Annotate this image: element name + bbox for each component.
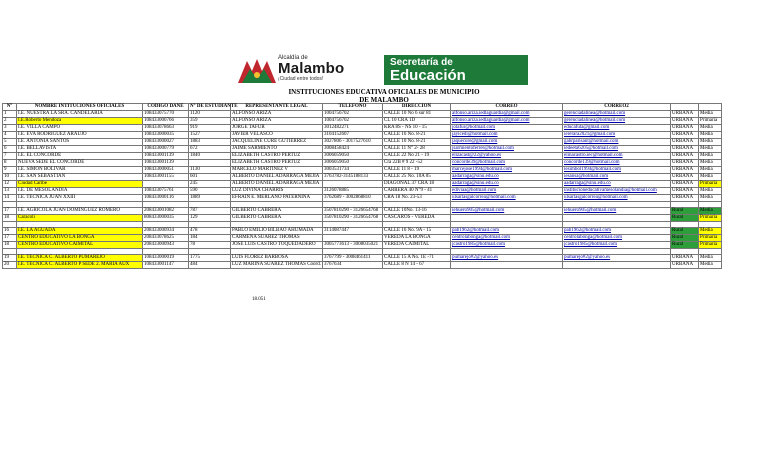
table-cell: 1004756702 xyxy=(323,111,383,118)
table-cell: 12 xyxy=(3,181,17,188)
table-cell: CENTRO EDUCATIVO CAIMITAL xyxy=(17,242,143,249)
table-cell: 787 xyxy=(189,208,231,215)
table-cell: CALLE 25 No. 10A 05 xyxy=(383,174,451,181)
table-cell[interactable]: centrolabonga@hotmail.com xyxy=(563,235,671,242)
table-cell: URBANA xyxy=(671,118,699,125)
table-cell: I.E. TECNICA C. ALBERTO PUMAREJO xyxy=(17,255,143,262)
table-cell: URBANA xyxy=(671,146,699,153)
table-cell: 3114087447 xyxy=(323,228,383,235)
table-cell: JORGE TAFUR xyxy=(231,125,323,132)
table-cell: Media xyxy=(699,111,722,118)
table-cell: URBANA xyxy=(671,139,699,146)
table-cell: URBANA xyxy=(671,160,699,167)
table-cell: 3006059050 xyxy=(323,153,383,160)
table-cell: 208433000943 xyxy=(143,242,189,249)
table-cell: 14 xyxy=(3,195,17,202)
table-cell: 4 xyxy=(3,132,17,139)
table-cell: 3006059050 xyxy=(323,160,383,167)
table-row xyxy=(3,146,722,153)
table-cell: 1527 xyxy=(189,132,231,139)
table-cell[interactable]: iererara2021@gmail.com xyxy=(563,132,671,139)
table-cell: I.E. ANTONIA SANTOS xyxy=(17,139,143,146)
table-cell: CALLE 11 8 - 19 xyxy=(383,167,451,174)
table-cell: 1883 xyxy=(189,139,231,146)
column-header: DIRECCION xyxy=(383,104,451,111)
table-cell: 1775 xyxy=(189,255,231,262)
table-cell: 3 xyxy=(3,125,17,132)
table-cell: 17 xyxy=(3,208,17,215)
table-cell[interactable]: jotafur@hotmail.com xyxy=(451,125,563,132)
table-cell[interactable]: iehuero905@hotmail.com xyxy=(563,208,671,215)
table-cell: 1889 xyxy=(189,195,231,202)
table-cell[interactable]: jsarmientoferrer@hotmail.com xyxy=(451,146,563,153)
page-number: 18.051 xyxy=(252,297,266,302)
table-cell: Primaria xyxy=(699,215,722,222)
table-cell: CALLE 15 A No. 1E -71 xyxy=(383,255,451,262)
table-cell: I.E. DE MESOLANDIA xyxy=(17,188,143,195)
table-cell: CALLE 8 N 14 - 67 xyxy=(383,262,451,269)
table-cell: 919 xyxy=(189,125,231,132)
table-cell: ALBERTO DANIEL ADARRAGA MEJIA xyxy=(231,181,323,188)
secretaria-line2: Educación xyxy=(390,67,466,84)
table-row xyxy=(3,125,722,132)
table-cell: Media xyxy=(699,208,722,215)
table-cell: URBANA xyxy=(671,111,699,118)
column-header: NOMBRE INTITUCIONES OFICIALES xyxy=(17,104,143,111)
table-cell[interactable]: alfonso.ariza.iedlaguardia@gmail.com xyxy=(451,118,563,125)
table-cell: URBANA xyxy=(671,132,699,139)
table-cell: I.E. TECNICA JUAN XXIII xyxy=(17,195,143,202)
table-cell: 78 xyxy=(189,242,231,249)
table-cell: Rural xyxy=(671,208,699,215)
table-cell: URBANA xyxy=(671,195,699,202)
table-cell: 3003531734 xyxy=(323,167,383,174)
table-cell: CL 10 CRA 1D xyxy=(383,118,451,125)
table-cell[interactable]: gerenciadalinea@hotmail.com xyxy=(563,111,671,118)
table-cell[interactable]: jaquecure@gmail.com xyxy=(451,139,563,146)
table-cell: 108433000766 xyxy=(143,118,189,125)
table-cell: CASCAROS - VEREDA xyxy=(383,215,451,222)
table-cell xyxy=(451,215,563,222)
table-cell xyxy=(143,181,189,188)
logo-text xyxy=(278,55,344,82)
table-cell: 3767634 xyxy=(323,262,383,269)
table-cell: 6 xyxy=(3,146,17,153)
table-cell: 3126078885 xyxy=(323,188,383,195)
table-cell: 601 xyxy=(189,174,231,181)
table-row xyxy=(3,208,722,215)
table-cell[interactable]: gabrparisant@hotmail.com xyxy=(563,139,671,146)
table-cell[interactable]: ulsarlasgalcorrea@hotmail.com xyxy=(451,195,563,202)
table-cell: URBANA xyxy=(671,125,699,132)
table-row xyxy=(3,153,722,160)
table-row xyxy=(3,181,722,188)
secretaria-line1: Secretaría de xyxy=(390,57,453,68)
table-cell: URBANA xyxy=(671,255,699,262)
table-cell: ELIZABETH CASTRO PERTUZ xyxy=(231,160,323,167)
table-cell: Ciudad Caribe xyxy=(17,181,143,188)
table-row xyxy=(3,132,722,139)
table-cell: 108433001155 xyxy=(143,174,189,181)
table-row xyxy=(3,188,722,195)
table-cell: Rural xyxy=(671,215,699,222)
table-cell: 484 xyxy=(189,262,231,269)
table-cell: URBANA xyxy=(671,262,699,269)
table-cell: I.E. EVA RODRIGUEZ ARAUJO xyxy=(17,132,143,139)
table-cell: 129 xyxy=(189,215,231,222)
table-cell: I.E. TECNICA C. ALBERTO P SEDE 2. MARIA AUX xyxy=(17,262,143,269)
table-cell[interactable]: pab1962@hotmail.com xyxy=(451,228,563,235)
table-cell[interactable]: elizacast@22@yahoo.es xyxy=(451,153,563,160)
column-header: CORREO2 xyxy=(563,104,671,111)
table-cell: JACQUELINE CURE GUTIERREZ xyxy=(231,139,323,146)
table-row xyxy=(3,255,722,262)
table-cell[interactable]: iesansa@hotmail.com xyxy=(563,174,671,181)
table-cell: 108433001147 xyxy=(143,262,189,269)
table-cell: PABLO EMILIO BILBAO AHUMADA xyxy=(231,228,323,235)
table-cell: LUZ DIVINA CHARRIS xyxy=(231,188,323,195)
table-cell: 108433075761 xyxy=(143,188,189,195)
table-cell: I.E.Roberto Mendoza xyxy=(17,118,143,125)
table-cell[interactable]: pab1962@hotmail.com xyxy=(563,228,671,235)
table-cell: 17 xyxy=(3,235,17,242)
table-cell: 3507810290 - 3126654768 xyxy=(323,208,383,215)
table-cell: Cra 22B # 9 22 -52 xyxy=(383,160,451,167)
table-cell[interactable]: aadarraga@sinu.edu.co xyxy=(563,181,671,188)
table-cell[interactable]: alfonso.ariza.iedlaguardia@gmail.com xyxy=(451,111,563,118)
table-cell[interactable]: aadarraga@sinu.edu.co xyxy=(451,181,563,188)
table-cell: EFRAIN E. MERLANO PATERNINA xyxy=(231,195,323,202)
table-cell: Media xyxy=(699,195,722,202)
table-cell xyxy=(563,262,671,269)
table-cell[interactable]: concorde139@hotmail.com xyxy=(563,160,671,167)
table-row xyxy=(3,118,722,125)
table-cell: 3104152607 xyxy=(323,132,383,139)
table-cell[interactable]: pumarejo#2@yahoo.es xyxy=(563,255,671,262)
table-cell[interactable]: iesimbol1994@hotmail.com xyxy=(563,167,671,174)
table-cell: 184 xyxy=(189,235,231,242)
column-header xyxy=(671,104,699,111)
table-cell: 108433078663 xyxy=(143,125,189,132)
table-cell: ELIZABETH CASTRO PERTUZ xyxy=(231,153,323,160)
table-cell: 1120 xyxy=(189,111,231,118)
table-cell: ALFONSO ARIZA xyxy=(231,111,323,118)
table-cell: JAIME SARMIENTO xyxy=(231,146,323,153)
table-cell: DIAGONAL 37 CRA 18 xyxy=(383,181,451,188)
table-cell: Media xyxy=(699,228,722,235)
table-cell: Rural xyxy=(671,235,699,242)
table-row xyxy=(3,228,722,235)
column-header: N° xyxy=(3,104,17,111)
table-cell: Rural xyxy=(671,228,699,235)
table-cell: GILBERTO CABRERA xyxy=(231,208,323,215)
table-cell: Media xyxy=(699,146,722,153)
table-cell: Primaria xyxy=(699,181,722,188)
table-cell: I.E. NUESTRA LA SRA. CANDELARIA xyxy=(17,111,143,118)
table-cell: Media xyxy=(699,132,722,139)
table-cell: 8 xyxy=(3,160,17,167)
table-cell: 3027806 - 3017527610 xyxy=(323,139,383,146)
column-header xyxy=(699,104,722,111)
table-cell: 108433001139 xyxy=(143,160,189,167)
table-cell: 20 xyxy=(3,262,17,269)
table-cell: Media xyxy=(699,255,722,262)
table-cell: CALLE 10 No. 8-21 xyxy=(383,139,451,146)
table-row xyxy=(3,167,722,174)
table-cell: URBANA xyxy=(671,181,699,188)
table-cell: 108433000116 xyxy=(143,195,189,202)
table-cell: GILBERTO CABRERA xyxy=(231,215,323,222)
table-cell xyxy=(563,215,671,222)
table-row xyxy=(3,139,722,146)
table-cell: 7 xyxy=(3,153,17,160)
table-cell: CALLE 16 No. 9A - 15 xyxy=(383,228,451,235)
table-cell: 672 xyxy=(189,146,231,153)
logo-slogan: ¡Ciudad entre todos! xyxy=(278,76,324,82)
table-cell xyxy=(323,181,383,188)
table-cell: Media xyxy=(699,174,722,181)
table-cell: 16 xyxy=(3,228,17,235)
table-cell: 245 xyxy=(189,181,231,188)
logo-small-text: Alcaldía de xyxy=(278,55,308,61)
table-cell: URBANA xyxy=(671,174,699,181)
table-cell: 18 xyxy=(3,215,17,222)
table-cell: 3008458424 xyxy=(323,146,383,153)
table-cell: Media xyxy=(699,125,722,132)
table-cell: VEREDA CAIMITAL xyxy=(383,242,451,249)
table-cell[interactable]: ediviaa@hotmail.com xyxy=(451,188,563,195)
table-row xyxy=(3,242,722,249)
table-cell: Primaria xyxy=(699,118,722,125)
table-cell[interactable]: elinacastro.iec@hotmail.com xyxy=(563,153,671,160)
table-cell: 3507810290 - 3126654768 xyxy=(323,215,383,222)
table-cell: 108433000779 xyxy=(143,146,189,153)
column-header: N° DE ESTUDIANTE xyxy=(190,104,238,109)
table-cell: 108433000027 xyxy=(143,139,189,146)
table-cell[interactable]: concorde39@hotmail.com xyxy=(451,160,563,167)
table-cell: VEREDA LA BONGA xyxy=(383,235,451,242)
table-cell[interactable]: gerenciadalinea@hotmail.com xyxy=(563,118,671,125)
table-cell: CARMENA SUAREZ THOMAS xyxy=(231,235,323,242)
table-cell[interactable]: jcastro1985@hotmail.com xyxy=(563,242,671,249)
table-body xyxy=(3,111,722,269)
table-cell[interactable]: iehuero905@hotmail.com xyxy=(451,208,563,215)
table-cell: ALFONSO ARIZA xyxy=(231,118,323,125)
table-cell: CALLE 22 No 21 - 19 xyxy=(383,153,451,160)
table-cell: 108433001139 xyxy=(143,153,189,160)
table-cell: 208433000934 xyxy=(143,228,189,235)
table-cell: CALLE 10No. 13-16 xyxy=(383,208,451,215)
table-cell[interactable]: educafuta@gmail.com xyxy=(563,125,671,132)
table-cell: CRA 18 No. 23-53 xyxy=(383,195,451,202)
table-cell: I.E. AGRICOLA JUAN DOMINGUEZ ROMERO xyxy=(17,208,143,215)
table-cell: Media xyxy=(699,167,722,174)
table-cell: CARRERA 40 N°9 - 41 xyxy=(383,188,451,195)
table-cell: 3005773613 - 3008035021 xyxy=(323,242,383,249)
table-cell: 9 xyxy=(3,167,17,174)
table-cell: Media xyxy=(699,188,722,195)
table-cell[interactable]: aadarraga@sinu.edu.co xyxy=(451,174,563,181)
table-cell: CALLE 10 No 6 sur 81 xyxy=(383,111,451,118)
table-cell: 808433000035 xyxy=(143,215,189,222)
table-row xyxy=(3,160,722,167)
institutions-table xyxy=(2,103,722,269)
table-cell: 3767799 - 3008461411 xyxy=(323,255,383,262)
table-cell: URBANA xyxy=(671,153,699,160)
table-cell: I.E. SIMON BOLIVAR xyxy=(17,167,143,174)
table-cell: 108433075770 xyxy=(143,111,189,118)
table-cell: 10 xyxy=(3,174,17,181)
table-cell: URBANA xyxy=(671,188,699,195)
table-cell: 478 xyxy=(189,228,231,235)
table-cell: I.E. VILLA CAMPO xyxy=(17,125,143,132)
table-cell: JOSE LUIS CASTRO TOQUEDADERO xyxy=(231,242,323,249)
table-cell: Media xyxy=(699,153,722,160)
logo-big-text: Malambo xyxy=(278,60,345,77)
table-cell: 19 xyxy=(3,255,17,262)
table-cell: Primaria xyxy=(699,235,722,242)
table-cell xyxy=(451,262,563,269)
table-cell[interactable]: iedeeta6205@hotmail.com xyxy=(563,146,671,153)
column-header: TELEFONO xyxy=(323,104,383,111)
table-cell: MARCELO MARTINEZ V xyxy=(231,167,323,174)
table-cell: Media xyxy=(699,160,722,167)
table-cell: 18 xyxy=(3,242,17,249)
table-cell: Media xyxy=(699,262,722,269)
table-row xyxy=(3,111,722,118)
secretaria-banner xyxy=(384,55,528,85)
table-cell: 590 xyxy=(189,188,231,195)
table-cell: KRA 8S - NS 10 - 15 xyxy=(383,125,451,132)
table-cell: 2 xyxy=(3,118,17,125)
document-title: INSTITUCIONES EDUCATIVA OFICIALES DE MUNICIPIO xyxy=(288,88,480,96)
table-cell: 108433000051 xyxy=(143,167,189,174)
table-cell: Media xyxy=(699,139,722,146)
table-header-row xyxy=(3,104,722,111)
table-cell: 3012482271 xyxy=(323,125,383,132)
table-cell: 1840 xyxy=(189,153,231,160)
table-cell: Rural xyxy=(671,242,699,249)
table-cell: 359 xyxy=(189,118,231,125)
table-cell: 3762689 - 3002868810 xyxy=(323,195,383,202)
table-cell: 13 xyxy=(3,188,17,195)
table-cell: NUEVA SEDE EL CONCORDE xyxy=(17,160,143,167)
table-row xyxy=(3,215,722,222)
table-row xyxy=(3,262,722,269)
table-cell: I.E. SAN SEBASTIAN xyxy=(17,174,143,181)
column-header: CODIGO DANE xyxy=(143,104,189,111)
table-cell: JAVIER VELASCO xyxy=(231,132,323,139)
table-cell: 1 xyxy=(3,111,17,118)
table-row xyxy=(3,235,722,242)
table-cell: I.E. BELLAVISTA xyxy=(17,146,143,153)
table-cell: CALLE 16 No. 8-21 xyxy=(383,132,451,139)
table-cell[interactable]: ulsarlasgalcorrea@hotmail.com xyxy=(563,195,671,202)
table-cell: 3763782-3145188133 xyxy=(323,174,383,181)
table-cell: 1004756702 xyxy=(323,118,383,125)
table-cell: CALLE 11 N° 2- 28 xyxy=(383,146,451,153)
table-cell[interactable]: jcastro1985@hotmail.com xyxy=(451,242,563,249)
table-cell[interactable]: institucioneducativamesolandia@hotmail.com xyxy=(563,188,671,195)
table-cell: URBANA xyxy=(671,167,699,174)
column-header: REPRESENTANTE LEGAL xyxy=(231,104,323,111)
table-cell: I.E. LA AGUADA xyxy=(17,228,143,235)
table-cell: 5 xyxy=(3,139,17,146)
table-cell[interactable]: jayicedi@hotmail.com xyxy=(451,132,563,139)
table-cell: 108433000035 xyxy=(143,132,189,139)
table-cell: LUIS FLOREZ BARBOSA xyxy=(231,255,323,262)
table-cell: 1130 xyxy=(189,167,231,174)
table-cell: ALBERTO DANIEL ADARRAGA MEJIA xyxy=(231,174,323,181)
table-cell xyxy=(323,235,383,242)
table-cell: LUZ MARINA SUAREZ THOMAS Coord. xyxy=(232,262,321,267)
table-row xyxy=(3,195,722,202)
column-header: CORREO xyxy=(451,104,563,111)
table-cell: CENTRO EDUCATIVO LA BONGA xyxy=(17,235,143,242)
table-cell: 208433001082 xyxy=(143,208,189,215)
table-cell: I.E. EL CONCORDE xyxy=(17,153,143,160)
table-cell[interactable]: centrolabonga@hotmail.com xyxy=(451,235,563,242)
table-cell: 108433000019 xyxy=(143,255,189,262)
table-cell: 208433078625 xyxy=(143,235,189,242)
page-header xyxy=(238,55,528,85)
table-cell xyxy=(189,160,231,167)
table-cell[interactable]: marcejose1994@hotmail.com xyxy=(451,167,563,174)
table-row xyxy=(3,174,722,181)
document-subtitle: DE MALAMBO xyxy=(359,96,409,104)
malambo-logo-mark-icon xyxy=(238,57,276,83)
table-cell: Caracoli xyxy=(17,215,143,222)
table-cell: Primaria xyxy=(699,242,722,249)
table-cell[interactable]: pumarejo#2@yahoo.es xyxy=(451,255,563,262)
malambo-logo xyxy=(238,55,378,85)
